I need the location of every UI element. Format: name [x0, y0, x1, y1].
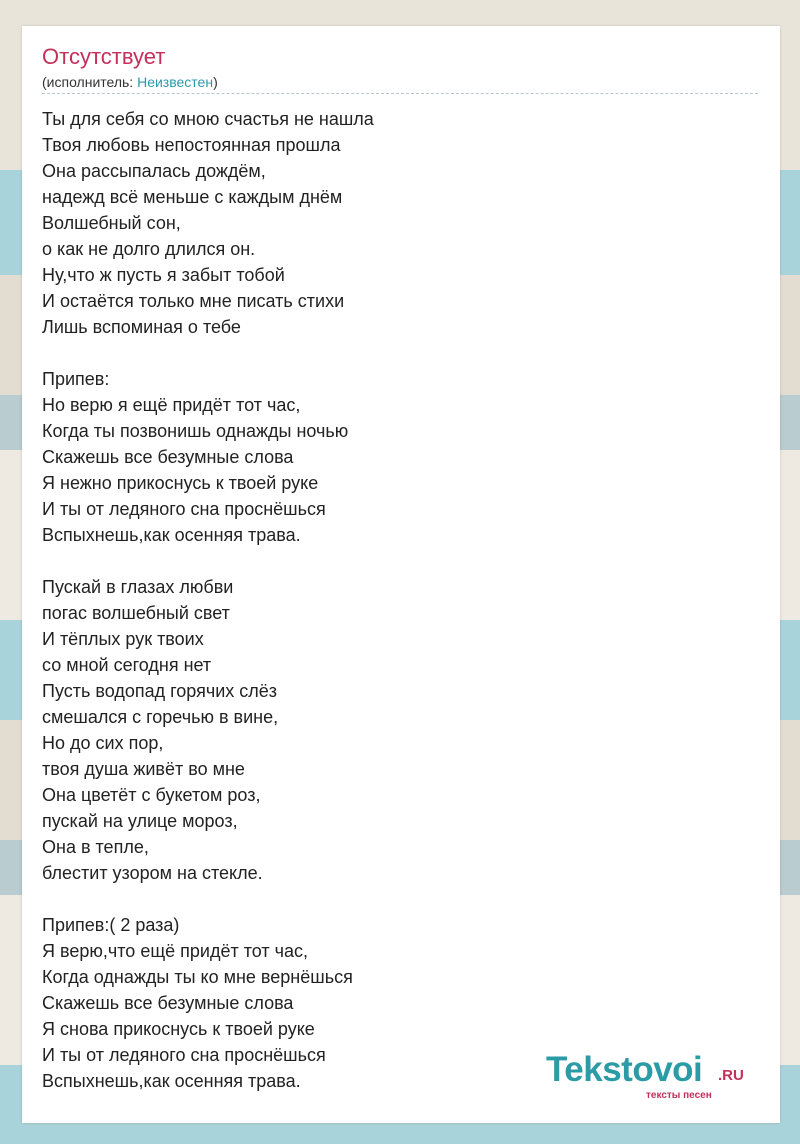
lyric-line: И тёплых рук твоих — [42, 629, 204, 649]
lyric-line: Пускай в глазах любви — [42, 577, 234, 597]
site-logo[interactable] — [546, 1050, 776, 1110]
lyric-line: Волшебный сон, — [42, 213, 181, 233]
lyric-line: Она рассыпалась дождём, — [42, 161, 266, 181]
lyrics-body — [42, 106, 742, 1094]
artist-name-link[interactable]: Неизвестен — [137, 74, 214, 90]
lyric-line: Ты для себя со мною счастья не нашла — [42, 109, 374, 129]
lyric-line: Припев: — [42, 369, 110, 389]
lyric-line: со мной сегодня нет — [42, 655, 212, 675]
lyric-line: Но до сих пор, — [42, 733, 164, 753]
lyric-line: И остаётся только мне писать стихи — [42, 291, 345, 311]
artist-prefix: (исполнитель: — [42, 74, 138, 90]
lyric-line: блестит узором на стекле. — [42, 863, 263, 883]
artist-suffix: ) — [213, 74, 218, 90]
header-divider — [42, 93, 758, 94]
lyric-line: Скажешь все безумные слова — [42, 447, 294, 467]
lyric-line: Она цветёт с букетом роз, — [42, 785, 261, 805]
lyric-line: твоя душа живёт во мне — [42, 759, 245, 779]
lyric-line: Я снова прикоснусь к твоей руке — [42, 1019, 315, 1039]
lyric-line: Лишь вспоминая о тебе — [42, 317, 241, 337]
lyric-line: Я нежно прикоснусь к твоей руке — [42, 473, 319, 493]
logo-subtitle: тексты песен — [646, 1090, 712, 1101]
lyric-line: Но верю я ещё придёт тот час, — [42, 395, 301, 415]
lyrics-sheet — [22, 26, 780, 1123]
lyric-line — [42, 886, 742, 912]
lyric-line: надежд всё меньше с каждым днём — [42, 187, 343, 207]
lyric-line: Ну,что ж пусть я забыт тобой — [42, 265, 285, 285]
lyric-line: пускай на улице мороз, — [42, 811, 238, 831]
lyric-line: Вспыхнешь,как осенняя трава. — [42, 1071, 301, 1091]
lyric-line: Твоя любовь непостоянная прошла — [42, 135, 341, 155]
lyric-line — [42, 548, 742, 574]
lyric-line: смешался с горечью в вине, — [42, 707, 279, 727]
lyric-line: Скажешь все безумные слова — [42, 993, 294, 1013]
lyric-line: погас волшебный свет — [42, 603, 230, 623]
artist-line — [42, 74, 218, 90]
logo-wordmark: Tekstovoi — [546, 1050, 703, 1089]
lyric-line — [42, 340, 742, 366]
lyric-line: И ты от ледяного сна проснёшься — [42, 499, 326, 519]
lyric-line: И ты от ледяного сна проснёшься — [42, 1045, 326, 1065]
song-title: Отсутствует — [42, 44, 166, 69]
lyric-line: Она в тепле, — [42, 837, 149, 857]
lyric-line: Когда ты позвонишь однажды ночью — [42, 421, 349, 441]
lyric-line: Когда однажды ты ко мне вернёшься — [42, 967, 353, 987]
lyric-line: Припев:( 2 раза) — [42, 915, 180, 935]
lyric-line: Пусть водопад горячих слёз — [42, 681, 278, 701]
lyric-line: Вспыхнешь,как осенняя трава. — [42, 525, 301, 545]
lyric-line: о как не долго длился он. — [42, 239, 256, 259]
logo-tld: .RU — [718, 1067, 744, 1084]
lyric-line: Я верю,что ещё придёт тот час, — [42, 941, 309, 961]
